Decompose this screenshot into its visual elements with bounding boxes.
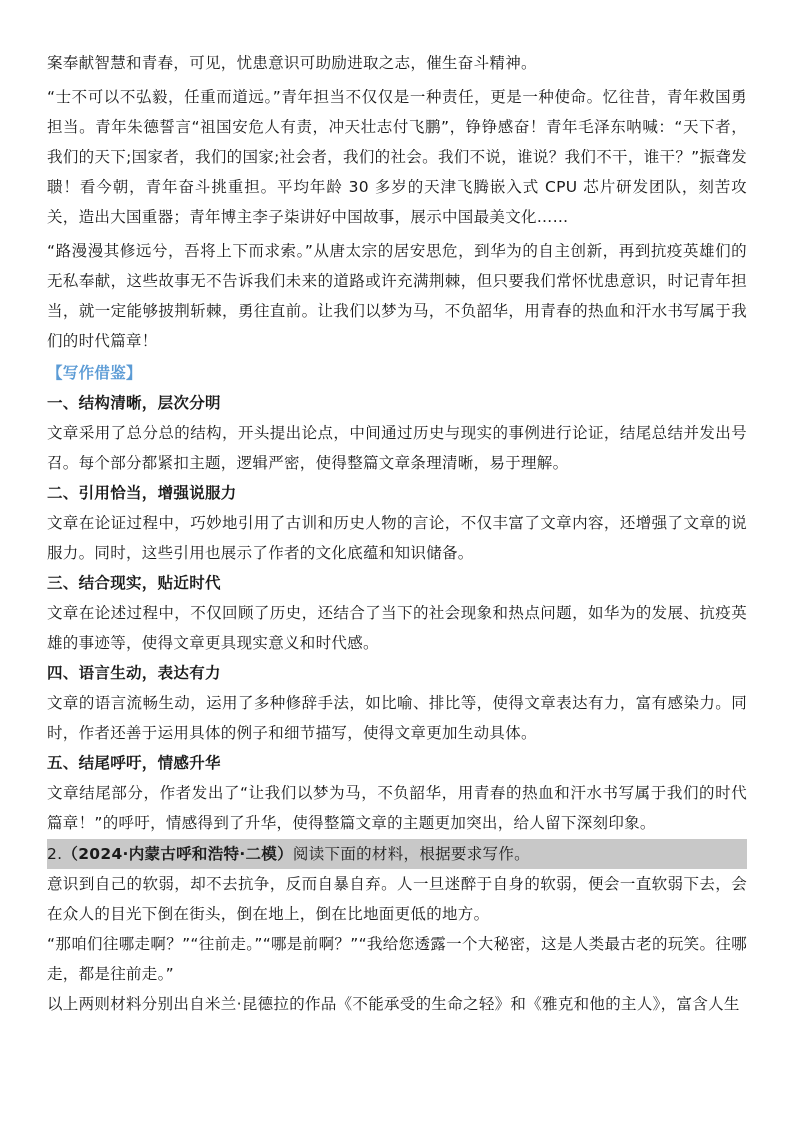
- point-body-5: 文章结尾部分，作者发出了“让我们以梦为马，不负韶华，用青春的热血和汗水书写属于我们的时代篇章！”的呼吁，情感得到了升华，使得整篇文章的主题更加突出，给人留下深刻印象。: [47, 784, 747, 832]
- point-heading-4: 四、语言生动，表达有力: [47, 664, 221, 682]
- material-paragraph-3: 以上两则材料分别出自米兰·昆德拉的作品《不能承受的生命之轻》和《雅克和他的主人》，富含人生: [47, 995, 740, 1013]
- essay-paragraph-2: “士不可以不弘毅，任重而道远。”青年担当不仅仅是一种责任，更是一种使命。忆往昔，青年救国勇担当。青年朱德誓言“祖国安危人有责，冲天壮志付飞鹏”，铮铮感奋！青年毛泽东呐喊：“天下者，我们的天下;国家者，我们的国家;社会者，我们的社会。我们不说，谁说？我们不干，谁干？”振聋发聩！看今朝，青年奋斗挑重担。平均年龄 30 多岁的天津飞腾嵌入式 CPU 芯片研发团队，刻苦攻关，造出大国重器；青年博主李子柒讲好中国故事，展示中国最美文化……: [47, 88, 747, 226]
- question-source: （2024·内蒙古呼和浩特·二模）: [62, 845, 293, 863]
- question-prompt: 阅读下面的材料，根据要求写作。: [292, 845, 530, 863]
- point-body-1: 文章采用了总分总的结构，开头提出论点，中间通过历史与现实的事例进行论证，结尾总结并发出号召。每个部分都紧扣主题，逻辑严密，使得整篇文章条理清晰，易于理解。: [47, 424, 747, 472]
- point-heading-2: 二、引用恰当，增强说服力: [47, 484, 237, 502]
- essay-paragraph-3: “路漫漫其修远兮，吾将上下而求索。”从唐太宗的居安思危，到华为的自主创新，再到抗疫英雄们的无私奉献，这些故事无不告诉我们未来的道路或许充满荆棘，但只要我们常怀忧患意识，时记青年担当，就一定能够披荆斩棘，勇往直前。让我们以梦为马，不负韶华，用青春的热血和汗水书写属于我们的时代篇章！: [47, 242, 747, 350]
- material-paragraph-1: 意识到自己的软弱，却不去抗争，反而自暴自弃。人一旦迷醉于自身的软弱，便会一直软弱下去，会在众人的目光下倒在街头，倒在地上，倒在比地面更低的地方。: [47, 875, 747, 923]
- section-tag-writing-reference: 【写作借鉴】: [47, 364, 142, 382]
- question-number: 2.: [47, 845, 63, 863]
- material-paragraph-2: “那咱们往哪走啊？”“往前走。”“哪是前啊？”“我给您透露一个大秘密，这是人类最古老的玩笑。往哪走，都是往前走。”: [47, 935, 747, 983]
- point-body-2: 文章在论证过程中，巧妙地引用了古训和历史人物的言论，不仅丰富了文章内容，还增强了文章的说服力。同时，这些引用也展示了作者的文化底蕴和知识储备。: [47, 514, 747, 562]
- point-body-4: 文章的语言流畅生动，运用了多种修辞手法，如比喻、排比等，使得文章表达有力，富有感染力。同时，作者还善于运用具体的例子和细节描写，使得文章更加生动具体。: [47, 694, 747, 742]
- essay-paragraph-1: 案奉献智慧和青春，可见，忧患意识可助励进取之志，催生奋斗精神。: [47, 54, 537, 72]
- document-page: [47, 48, 747, 1019]
- point-heading-3: 三、结合现实，贴近时代: [47, 574, 221, 592]
- question-header: [47, 839, 747, 869]
- point-heading-5: 五、结尾呼吁，情感升华: [47, 754, 221, 772]
- point-heading-1: 一、结构清晰，层次分明: [47, 394, 221, 412]
- point-body-3: 文章在论述过程中，不仅回顾了历史，还结合了当下的社会现象和热点问题，如华为的发展、抗疫英雄的事迹等，使得文章更具现实意义和时代感。: [47, 604, 747, 652]
